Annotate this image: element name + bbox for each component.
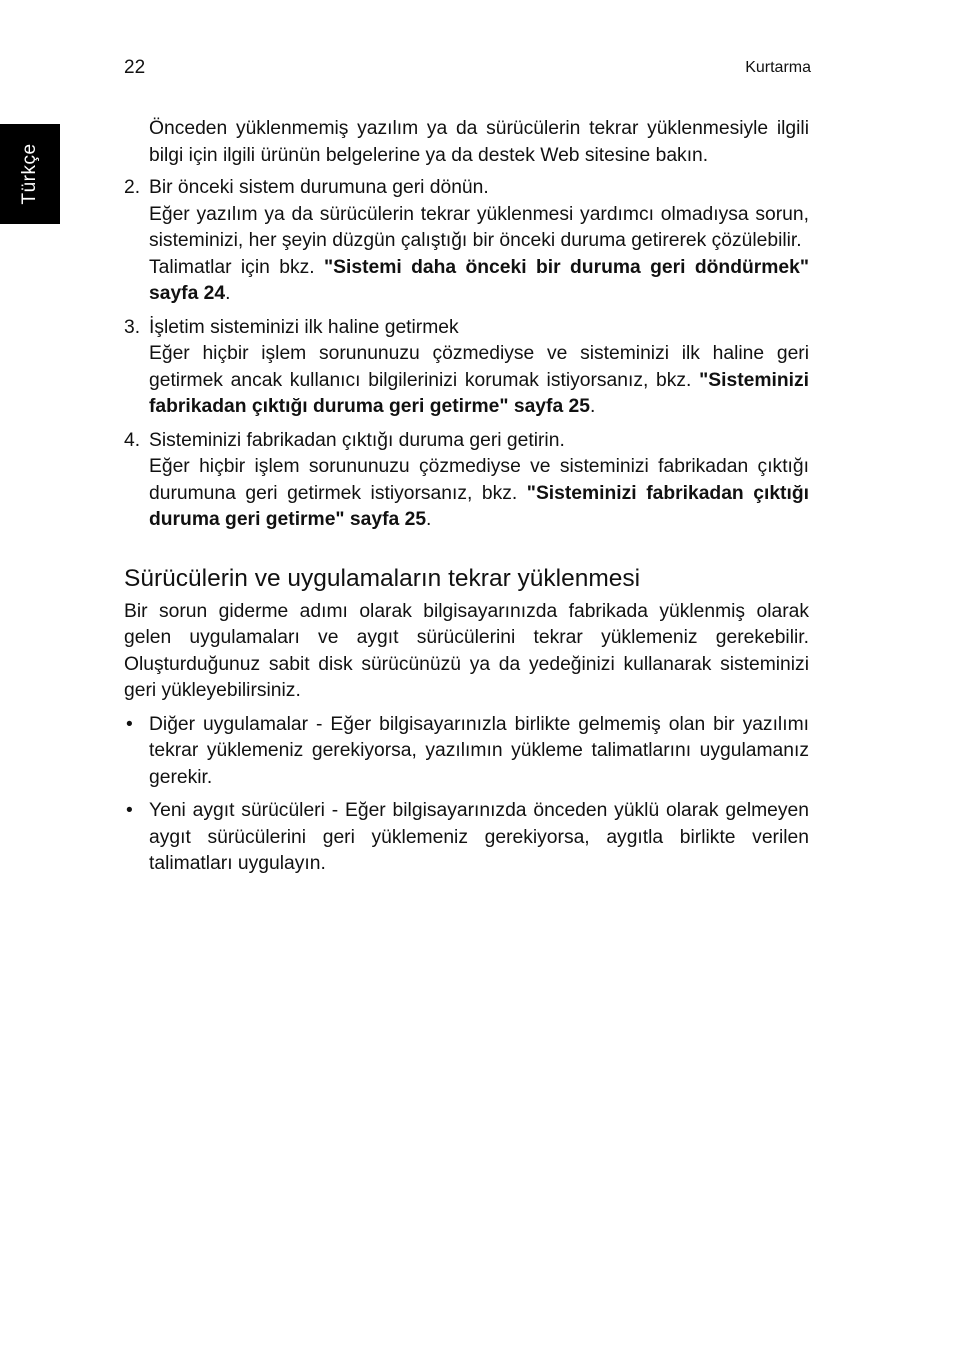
reference-link-text: "Sisteminizi fabrikadan çıktığı duruma geri getirme" sayfa 25 (149, 482, 809, 530)
step-2 (124, 175, 809, 308)
language-side-tab (0, 124, 60, 224)
bullet-mark: • (126, 713, 133, 735)
step-reference (149, 255, 809, 308)
step-body (149, 341, 809, 421)
reference-suffix: . (589, 396, 596, 417)
running-header-section: Kurtarma (745, 59, 811, 76)
step-title: Sisteminizi fabrikadan çıktığı duruma geri getirin. (149, 429, 565, 451)
step-number: 4. (124, 429, 141, 451)
step-number: 3. (124, 316, 141, 338)
step-title: Bir önceki sistem durumuna geri dönün. (149, 177, 489, 198)
language-side-tab-label: Türkçe (19, 143, 40, 205)
step-body (149, 454, 809, 534)
bullet-text: Diğer uygulamalar - Eğer bilgisayarınızla birlikte gelmemiş olan bir yazılımı tekrar yüklemeniz gerekiyorsa, yazılımın yükleme talimatlarını uygulamanız gerekir. (149, 713, 809, 788)
step-body-text: Eğer hiçbir işlem sorununuzu çözmediyse ve sisteminizi ilk haline geri getirmek ancak kullanıcı bilgilerinizi korumak istiyorsanız, bkz. (149, 343, 809, 391)
bullet-item (124, 798, 809, 878)
step-3 (124, 315, 809, 421)
bullet-mark: • (126, 800, 133, 821)
section-heading: Sürücülerin ve uygulamaların tekrar yüklenmesi (124, 564, 641, 592)
bullet-text: Yeni aygıt sürücüleri - Eğer bilgisayarınızda önceden yüklü olarak gelmeyen aygıt sürücülerini geri yüklemeniz gerekiyorsa, aygıtla birlikte verilen talimatları uygulayın. (149, 800, 809, 874)
reference-prefix: Talimatlar için bkz. (149, 256, 324, 278)
reference-suffix: . (426, 509, 432, 530)
page-number: 22 (124, 57, 146, 78)
reference-link-text: "Sisteminizi fabrikadan çıktığı duruma geri getirme" sayfa 25 (149, 369, 809, 417)
step-body: Eğer yazılım ya da sürücülerin tekrar yüklenmesi yardımcı olmadıysa sorun, sisteminizi, her şeyin düzgün çalıştığı bir önceki duruma getirerek çözülebilir. (149, 203, 809, 251)
reference-suffix: . (225, 283, 231, 304)
step-number: 2. (124, 177, 141, 198)
step-title: İşletim sisteminizi ilk haline getirmek (149, 316, 459, 338)
page-content (124, 116, 809, 878)
step-body-text: Eğer hiçbir işlem sorununuzu çözmediyse ve sisteminizi fabrikadan çıktığı durumuna geri getirmek istiyorsanız, bkz. (149, 456, 809, 504)
bullet-item (124, 712, 809, 792)
intro-paragraph: Önceden yüklenmemiş yazılım ya da sürücülerin tekrar yüklenmesiyle ilgili bilgi için ilgili ürünün belgelerine ya da destek Web sitesine bakın. (149, 118, 809, 166)
step-4 (124, 428, 809, 534)
reference-link-text: "Sistemi daha önceki bir duruma geri döndürmek" sayfa 24 (149, 256, 809, 304)
section-paragraph: Bir sorun giderme adımı olarak bilgisayarınızda fabrikada yüklenmiş olarak gelen uygulamaları ve aygıt sürücülerini tekrar yüklemeniz gerekebilir. Oluşturduğunuz sabit disk sürücünüzü ya da yedeğinizi kullanarak sisteminizi geri yükleyebilirsiniz. (124, 600, 809, 701)
